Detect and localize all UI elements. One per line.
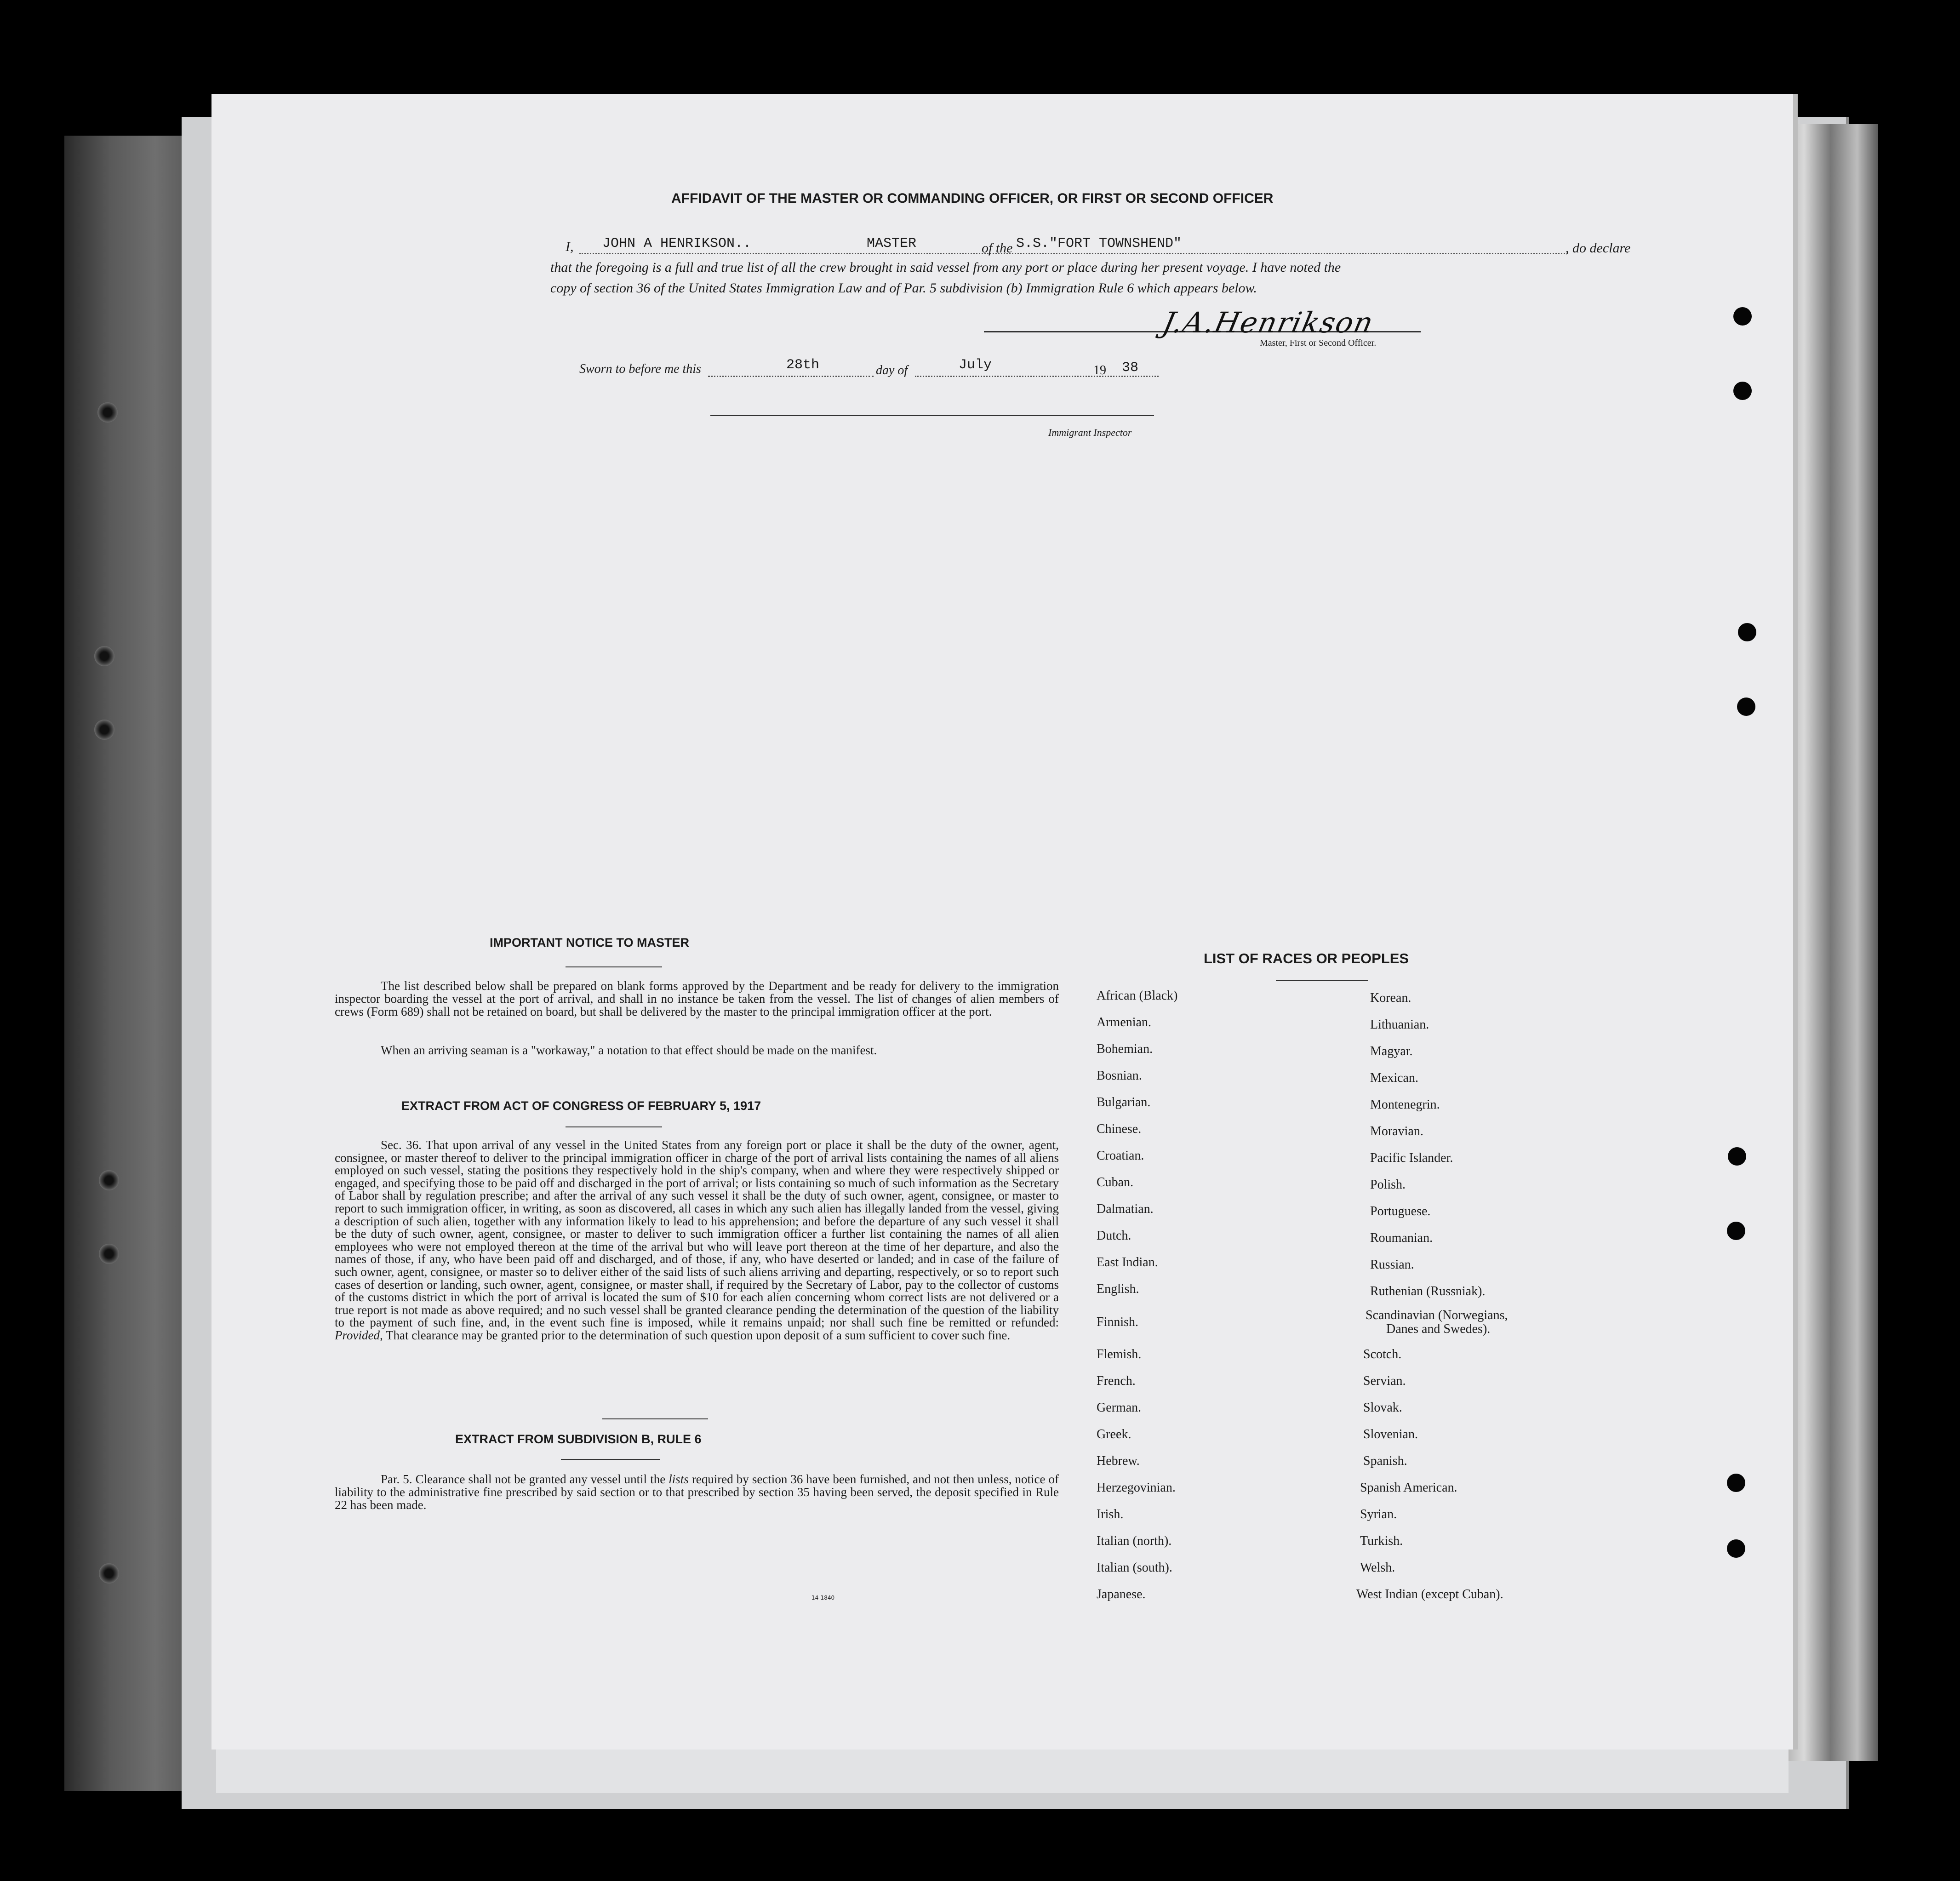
race-item: Cuban. bbox=[1097, 1175, 1134, 1189]
race-item: Greek. bbox=[1097, 1427, 1131, 1441]
notice-paragraph-1: The list described below shall be prepared on blank forms approved by the Department and be ready for delivery to the immigration inspector boarding the vessel at the port of arrival, and shall in no instance be taken from the vessel. The list of changes of alien members of crews (Form 689) shall not be retained on board, but shall be delivered by the master to the principal immigration officer at the port. bbox=[335, 979, 1059, 1018]
extract-act-end-rule bbox=[602, 1418, 708, 1419]
year-suffix: 38 bbox=[1122, 360, 1139, 376]
provided-word: Provided, bbox=[335, 1328, 383, 1342]
race-item: Japanese. bbox=[1097, 1587, 1146, 1601]
day-of-text: day of bbox=[876, 363, 908, 377]
extract-act-text bbox=[335, 1139, 1059, 1342]
race-item: Servian. bbox=[1363, 1374, 1406, 1388]
punch-hole-icon bbox=[1733, 307, 1752, 326]
vessel-name: S.S."FORT TOWNSHEND" bbox=[1016, 236, 1182, 252]
rivet-icon bbox=[99, 1563, 119, 1584]
of-the-text: of the bbox=[982, 240, 1013, 256]
race-item: Korean. bbox=[1370, 991, 1411, 1005]
section-36-end: That clearance may be granted prior to the determination of such question upon deposit of a sum sufficient to cover such fine. bbox=[385, 1328, 1011, 1342]
form-number: 14-1840 bbox=[811, 1595, 835, 1601]
races-title: LIST OF RACES OR PEOPLES bbox=[1204, 950, 1409, 966]
race-item: Italian (north). bbox=[1097, 1534, 1172, 1548]
affidavit-prefix: I, bbox=[566, 239, 574, 254]
notice-paragraph-2: When an arriving seaman is a "workaway," a notation to that effect should be made on the manifest. bbox=[381, 1043, 877, 1057]
punch-hole-icon bbox=[1737, 698, 1755, 716]
race-item: Pacific Islander. bbox=[1370, 1151, 1453, 1165]
master-signature: J.A.Henrikson bbox=[1160, 306, 1377, 339]
extract-rule-rule bbox=[561, 1459, 660, 1460]
punch-hole-icon bbox=[1728, 1147, 1746, 1166]
affidavit-line-2: that the foregoing is a full and true list of all the crew brought in said vessel from any port or place during her present voyage. I have noted the bbox=[550, 260, 1341, 275]
race-item-continued: Danes and Swedes). bbox=[1386, 1322, 1491, 1336]
race-item: Dalmatian. bbox=[1097, 1202, 1154, 1216]
race-item: Russian. bbox=[1370, 1258, 1414, 1272]
race-item: West Indian (except Cuban). bbox=[1356, 1587, 1503, 1601]
race-item: African (Black) bbox=[1097, 989, 1178, 1003]
extract-rule-title: EXTRACT FROM SUBDIVISION B, RULE 6 bbox=[455, 1432, 702, 1446]
race-item: Irish. bbox=[1097, 1507, 1124, 1521]
sworn-prefix: Sworn to before me this bbox=[579, 362, 701, 376]
race-item: Montenegrin. bbox=[1370, 1098, 1440, 1112]
rivet-icon bbox=[97, 402, 118, 423]
race-item: Turkish. bbox=[1360, 1534, 1403, 1548]
race-item: Herzegovinian. bbox=[1097, 1481, 1176, 1495]
punch-hole-icon bbox=[1727, 1539, 1745, 1558]
rivet-icon bbox=[94, 646, 114, 666]
lists-word: lists bbox=[669, 1472, 689, 1486]
race-item: Slovak. bbox=[1363, 1401, 1402, 1415]
race-item: Ruthenian (Russniak). bbox=[1370, 1284, 1486, 1298]
race-item: Slovenian. bbox=[1363, 1427, 1418, 1441]
rivet-icon bbox=[99, 1244, 119, 1264]
race-item: Magyar. bbox=[1370, 1044, 1413, 1058]
extract-act-title: EXTRACT FROM ACT OF CONGRESS OF FEBRUARY 5, 1917 bbox=[401, 1099, 761, 1113]
sworn-month-line bbox=[915, 376, 1159, 377]
race-item: Roumanian. bbox=[1370, 1231, 1433, 1245]
do-declare-text: , do declare bbox=[1566, 240, 1631, 256]
punch-hole-icon bbox=[1733, 382, 1752, 400]
race-item: French. bbox=[1097, 1374, 1136, 1388]
race-item: Croatian. bbox=[1097, 1149, 1144, 1163]
inspector-line bbox=[710, 415, 1154, 416]
notice-title: IMPORTANT NOTICE TO MASTER bbox=[490, 936, 689, 949]
extract-rule-text bbox=[335, 1473, 1059, 1511]
name-line bbox=[579, 253, 1568, 254]
sworn-day: 28th bbox=[786, 357, 820, 373]
year-prefix: 19 bbox=[1093, 363, 1106, 377]
rule-text-a: Par. 5. Clearance shall not be granted any vessel until the bbox=[381, 1472, 666, 1486]
rivet-icon bbox=[94, 720, 114, 740]
race-item: Welsh. bbox=[1360, 1561, 1395, 1575]
race-item: Hebrew. bbox=[1097, 1454, 1140, 1468]
race-item: Dutch. bbox=[1097, 1229, 1131, 1243]
race-item: Syrian. bbox=[1360, 1507, 1397, 1521]
section-label: Sec. 36. bbox=[381, 1138, 422, 1152]
race-item: German. bbox=[1097, 1401, 1142, 1415]
race-item: Chinese. bbox=[1097, 1122, 1142, 1136]
punch-hole-icon bbox=[1738, 623, 1756, 641]
rule-text-b: required by section 36 have been furnished, and not then unless, notice of liability to the administrative fine prescribed by said section or to that prescribed by section 35 having been served, the deposit specified in Rule 22 has been made. bbox=[335, 1472, 1059, 1512]
race-item: Lithuanian. bbox=[1370, 1018, 1429, 1032]
race-item: Spanish. bbox=[1363, 1454, 1407, 1468]
race-item: Bosnian. bbox=[1097, 1069, 1142, 1083]
race-item: Flemish. bbox=[1097, 1347, 1142, 1361]
race-item: Bulgarian. bbox=[1097, 1095, 1151, 1109]
signature-caption: Master, First or Second Officer. bbox=[1260, 338, 1377, 348]
sworn-month: July bbox=[959, 357, 992, 373]
rivet-icon bbox=[99, 1170, 119, 1190]
master-name: JOHN A HENRIKSON.. bbox=[602, 236, 752, 252]
race-item: Armenian. bbox=[1097, 1015, 1151, 1029]
race-item: Portuguese. bbox=[1370, 1204, 1431, 1218]
race-item: East Indian. bbox=[1097, 1255, 1158, 1269]
section-36-text: That upon arrival of any vessel in the United States from any foreign port or place it shall be the duty of the owner, agent, consignee, or master thereof to deliver to the principal immigration officer in charge of the port of arrival lists containing the names of all aliens employed on such vessel, stating the positions they respectively hold in the ship's company, when and where they were respectively shipped or engaged, and specifying those to be paid off and discharged in the port of arrival; or lists containing so much of such information as the Secretary of Labor shall by regulation prescribe; and after the arrival of any such vessel it shall be the duty of such owner, agent, consignee, or master to report to such immigration officer, in writing, as soon as discovered, all cases in which any such alien has illegally landed from the vessel, giving a description of such alien, together with any information likely to lead to his apprehension; and before the departure of any such vessel it shall be the duty of such owner, agent, consignee, or master to deliver to such immigration officer a further list containing the names of all alien employees who were not employed thereon at the time of the arrival but who will leave port thereon at the time of her departure, and also the names of those, if any, who have been paid off and discharged, and of those, if any, who have deserted or landed; and in case of the failure of such owner, agent, consignee, or master so to deliver either of the said lists of such aliens arriving and departing, respectively, or so to report such cases of desertion or landing, such owner, agent, consignee, or master shall, if required by the Secretary of Labor, pay to the collector of customs of the customs district in which the port of arrival is located the sum of $10 for each alien concerning whom correct lists are not delivered or a true report is not made as above required; and no such vessel shall be granted clearance pending the determination of the question of the liability to the payment of such fine, and, in the event such fine is imposed, while it remains unpaid; nor shall such fine be remitted or refunded: bbox=[335, 1138, 1059, 1330]
race-item: Finnish. bbox=[1097, 1315, 1139, 1329]
race-item: Spanish American. bbox=[1360, 1481, 1457, 1495]
affidavit-title: AFFIDAVIT OF THE MASTER OR COMMANDING OFFICER, OR FIRST OR SECOND OFFICER bbox=[671, 191, 1274, 206]
document-page bbox=[211, 94, 1793, 1750]
race-item: Scandinavian (Norwegians, bbox=[1366, 1308, 1508, 1322]
punch-hole-icon bbox=[1727, 1474, 1745, 1492]
race-item: Bohemian. bbox=[1097, 1042, 1153, 1056]
race-item: English. bbox=[1097, 1282, 1139, 1296]
race-item: Mexican. bbox=[1370, 1071, 1418, 1085]
extract-act-rule bbox=[566, 1126, 662, 1127]
punch-hole-icon bbox=[1727, 1222, 1745, 1240]
sworn-day-line bbox=[708, 376, 874, 377]
race-item: Scotch. bbox=[1363, 1347, 1402, 1361]
race-item: Polish. bbox=[1370, 1178, 1406, 1192]
affidavit-line-3: copy of section 36 of the United States Immigration Law and of Par. 5 subdivision (b) Immigration Rule 6 which appears below. bbox=[550, 280, 1257, 296]
race-item: Italian (south). bbox=[1097, 1561, 1172, 1575]
inspector-caption: Immigrant Inspector bbox=[1048, 427, 1132, 438]
races-title-rule bbox=[1276, 980, 1368, 981]
notice-title-rule bbox=[566, 966, 662, 967]
race-item: Moravian. bbox=[1370, 1124, 1423, 1138]
master-rank: MASTER bbox=[867, 236, 917, 252]
